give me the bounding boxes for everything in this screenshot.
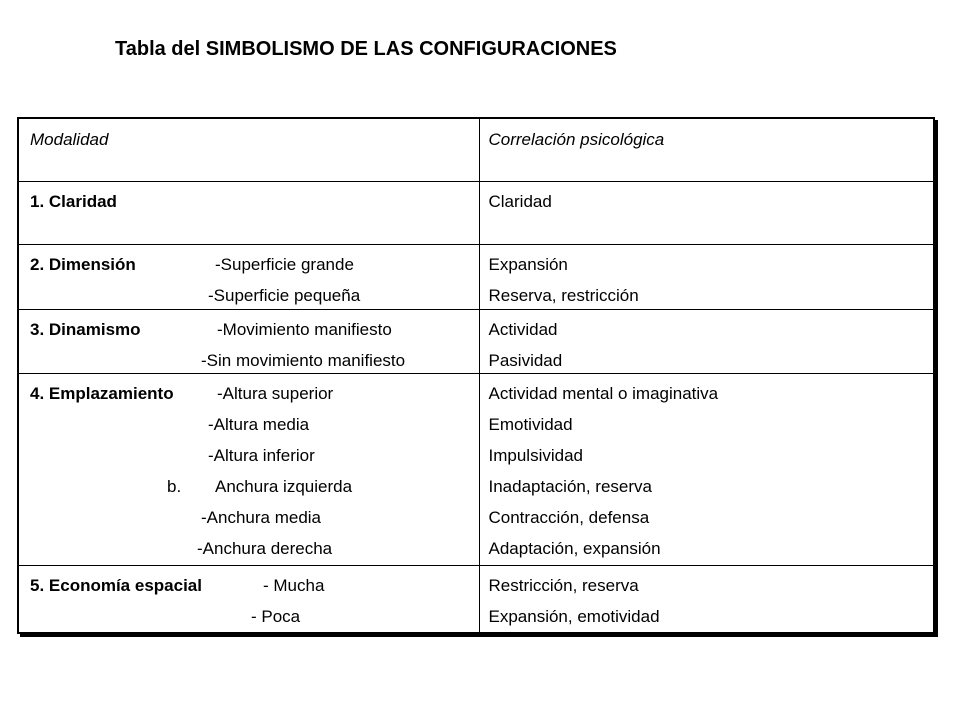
- row5-correlation-cell: [479, 566, 934, 633]
- header-cell-correlacion: [479, 118, 934, 181]
- row3-option-1: -Movimiento manifiesto: [217, 319, 392, 339]
- row4-option-4: Anchura izquierda: [215, 476, 353, 496]
- table-row: [18, 566, 934, 633]
- row4-option-2: -Altura media: [208, 414, 310, 434]
- row2-label: 2. Dimensión: [30, 255, 136, 275]
- row3-label: 3. Dinamismo: [30, 319, 141, 339]
- row1-label: 1. Claridad: [30, 191, 117, 211]
- table-row: [18, 245, 934, 309]
- row1-modalidad-cell: [18, 181, 479, 244]
- row4-correlation-1: Actividad mental o imaginativa: [488, 383, 719, 403]
- header-cell-modalidad: [18, 118, 479, 181]
- row4-correlation-4: Inadaptación, reserva: [488, 476, 652, 496]
- symbolism-table-container: [17, 117, 935, 634]
- row5-modalidad-cell: [18, 566, 479, 633]
- row3-correlation-1: Actividad: [488, 319, 558, 339]
- row5-option-2: - Poca: [251, 607, 301, 627]
- row5-correlation-1: Restricción, reserva: [488, 576, 639, 596]
- table-row: [18, 181, 934, 244]
- table-row: [18, 373, 934, 565]
- header-correlacion: Correlación psicológica: [488, 130, 665, 149]
- row4-option-1: -Altura superior: [217, 383, 334, 403]
- row4-list-marker-b: b.: [167, 476, 182, 496]
- page-title: Tabla del SIMBOLISMO DE LAS CONFIGURACIONES: [115, 38, 617, 60]
- row3-option-2: -Sin movimiento manifiesto: [201, 350, 406, 370]
- row4-correlation-3: Impulsividad: [488, 445, 583, 465]
- row3-modalidad-cell: [18, 309, 479, 373]
- row4-correlation-6: Adaptación, expansión: [488, 538, 661, 558]
- row4-modalidad-cell: [18, 373, 479, 565]
- row2-option-2: -Superficie pequeña: [208, 286, 361, 306]
- row5-option-1: - Mucha: [263, 576, 325, 596]
- row1-correlation-1: Claridad: [488, 191, 552, 211]
- row2-option-1: -Superficie grande: [215, 255, 354, 275]
- row1-correlation-cell: [479, 181, 934, 244]
- row4-correlation-5: Contracción, defensa: [488, 507, 650, 527]
- row4-correlation-cell: [479, 373, 934, 565]
- table-row: [18, 309, 934, 373]
- row2-correlation-cell: [479, 245, 934, 309]
- row4-option-6: -Anchura derecha: [197, 538, 333, 558]
- row2-correlation-2: Reserva, restricción: [488, 286, 639, 306]
- row4-option-5: -Anchura media: [201, 507, 322, 527]
- symbolism-table: [17, 117, 935, 634]
- row5-label: 5. Economía espacial: [30, 576, 202, 596]
- row3-correlation-cell: [479, 309, 934, 373]
- row4-correlation-2: Emotividad: [488, 414, 573, 434]
- row3-correlation-2: Pasividad: [488, 350, 563, 370]
- row4-option-3: -Altura inferior: [208, 445, 315, 465]
- row5-correlation-2: Expansión, emotividad: [488, 607, 660, 627]
- table-header-row: [18, 118, 934, 181]
- header-modalidad: Modalidad: [30, 130, 109, 149]
- row2-modalidad-cell: [18, 245, 479, 309]
- row4-label: 4. Emplazamiento: [30, 383, 174, 403]
- row2-correlation-1: Expansión: [488, 255, 568, 275]
